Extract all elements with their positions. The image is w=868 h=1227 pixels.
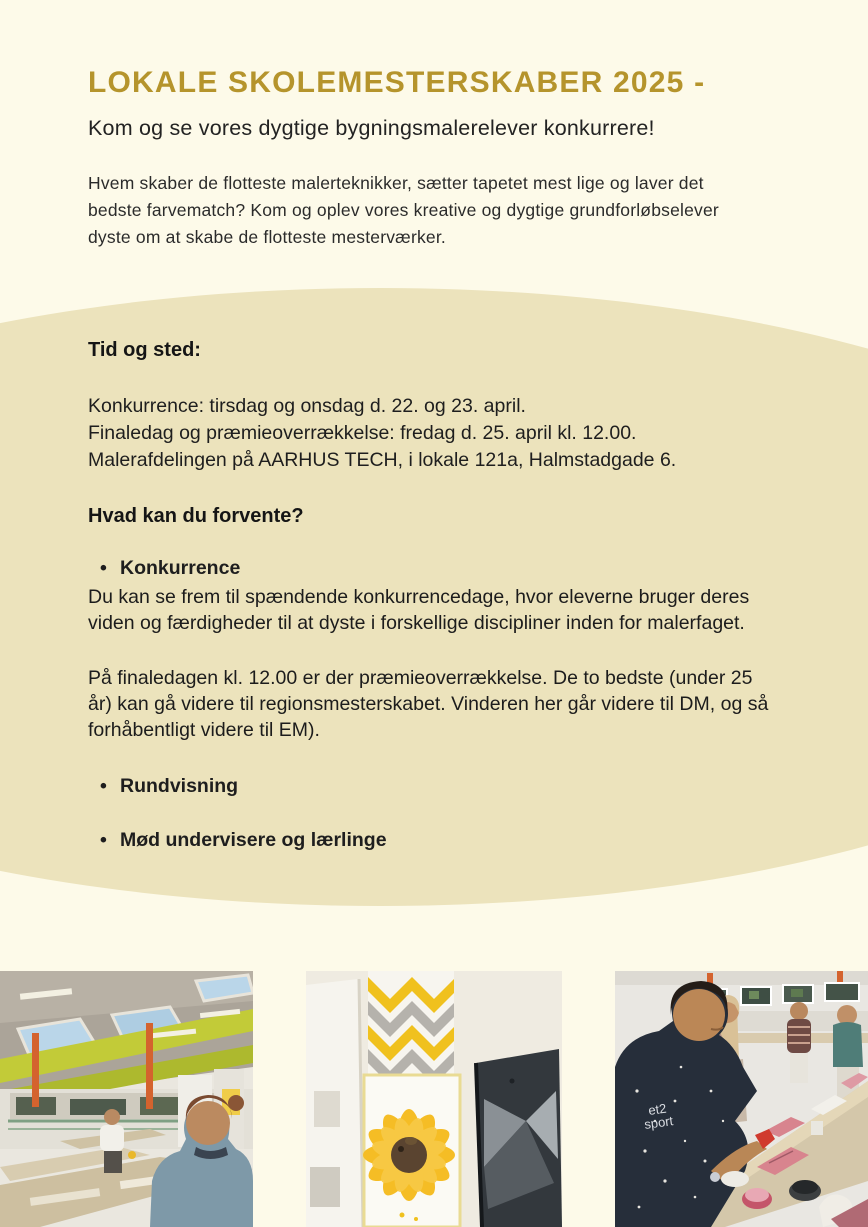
workshop-photo-graphic [0,971,253,1227]
details-section [88,339,780,854]
rundvisning-list [88,773,780,800]
subtitle: Kom og se vores dygtige bygningsmalerelever konkurrere! [88,116,655,140]
photo-strip [0,971,868,1227]
intro-paragraph: Hvem skaber de flotteste malerteknikker, sætter tapetet mest lige og laver det bedste farvematch? Kom og oplev vores kreative og dygtige grundforløbselever dyste om at skabe de flotteste mesterværker. [88,173,719,247]
students-painting-graphic [615,971,868,1227]
schedule-line-finale: Finaledag og præmieoverrækkelse: fredag d. 25. april kl. 12.00. [88,422,637,444]
students-painting-photo [615,971,868,1227]
moed-list [88,827,780,854]
sunflower-artwork-photo [306,971,562,1227]
workshop-photo [0,971,253,1227]
bullet-konkurrence: • Konkurrence [88,555,780,582]
svg-text:sport: sport [643,1113,675,1132]
svg-text:et2: et2 [647,1100,668,1118]
schedule-line-competition: Konkurrence: tirsdag og onsdag d. 22. og 23. april. [88,395,526,417]
schedule-line-location: Malerafdelingen på AARHUS TECH, i lokale 121a, Halmstadgade 6. [88,449,677,471]
page-title: LOKALE SKOLEMESTERSKABER 2025 - [88,66,706,99]
konkurrence-paragraph: Du kan se frem til spændende konkurrencedage, hvor eleverne bruger deres viden og færdigheder til at dyste i forskellige discipliner inden for malerfaget. [88,586,750,634]
expect-heading: Hvad kan du forvente? [88,505,304,527]
sunflower-artwork-graphic [306,971,562,1227]
bullet-moed-undervisere: • Mød undervisere og lærlinge [88,827,780,854]
finale-paragraph: På finaledagen kl. 12.00 er der præmieoverrækkelse. De to bedste (under 25 år) kan gå videre til regionsmesterskabet. Vinderen her går videre til DM, og så forhåbentligt videre til EM). [88,667,769,741]
expect-list [88,555,780,582]
time-place-heading: Tid og sted: [88,339,201,361]
schedule-lines [88,393,780,474]
bullet-rundvisning: • Rundvisning [88,773,780,800]
